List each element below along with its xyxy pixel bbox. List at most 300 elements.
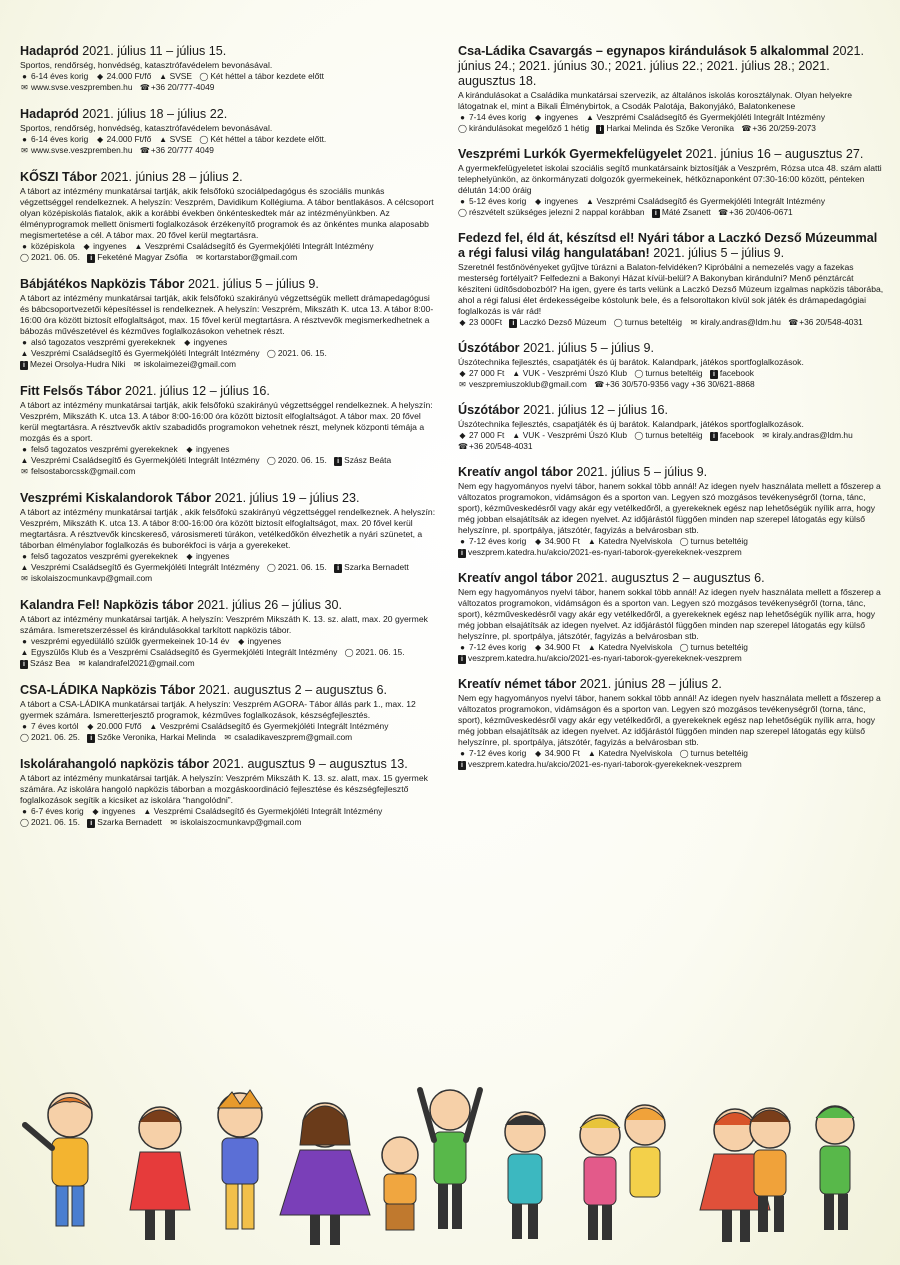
envelope-icon: ✉	[133, 360, 141, 369]
meta-text: ingyenes	[195, 551, 230, 561]
tag-icon: ◆	[97, 135, 104, 144]
tag-icon: ◆	[186, 552, 193, 561]
meta-text: Veszprémi Családsegítő és Gyermekjóléti Integrált Intézmény	[159, 721, 389, 731]
meta-item-deadline	[680, 536, 748, 546]
meta-text: turnus beteltéig	[624, 317, 683, 327]
clock-icon: ◯	[199, 135, 209, 144]
camp-name: Csa-Ládika Csavargás – egynapos kirándulások 5 alkalommal	[458, 44, 829, 58]
camp-description: A tábort az intézmény munkatársai tartják. A helyszín: Veszprém Mikszáth K. 13. sz. alatt, max. 20 gyermek számára. Ismeretszerzéssel és kirándulásokkal tarkított napközis tábor.	[20, 614, 428, 635]
camp-title	[458, 465, 886, 480]
meta-item-org	[20, 455, 260, 465]
meta-item-deadline	[680, 748, 748, 758]
info-icon: i	[334, 457, 342, 466]
meta-text: 24.000 Ft/fő	[106, 71, 152, 81]
meta-item-org	[512, 368, 627, 378]
meta-item-price	[534, 196, 579, 206]
meta-item-deadline	[199, 134, 326, 144]
info-icon: i	[87, 734, 95, 743]
meta-text: felső tagozatos veszprémi gyerekeknek	[31, 444, 178, 454]
meta-item-web[interactable]	[77, 658, 194, 668]
meta-item-deadline	[345, 647, 405, 657]
meta-text: felső tagozatos veszprémi gyerekeknek	[31, 551, 178, 561]
camp-dates: 2021. július 12 – július 16.	[124, 384, 270, 398]
meta-text: 34.900 Ft	[544, 642, 580, 652]
meta-item-web[interactable]	[133, 359, 236, 369]
camp-entry	[20, 384, 438, 477]
meta-text: Veszprémi Családsegítő és Gyermekjóléti Integrált Intézmény	[596, 196, 826, 206]
camp-entry	[458, 44, 886, 134]
person-icon: ●	[460, 113, 465, 122]
meta-item-price	[183, 337, 228, 347]
meta-item-web[interactable]	[689, 317, 781, 327]
meta-text: Szász Beáta	[344, 455, 392, 465]
meta-text: ingyenes	[195, 444, 230, 454]
meta-text: ingyenes	[247, 636, 282, 646]
camp-title	[20, 277, 438, 292]
meta-item-contact	[509, 317, 606, 327]
meta-item-org	[20, 562, 260, 572]
person-icon: ●	[22, 445, 27, 454]
meta-item-age	[458, 748, 526, 758]
camp-dates: 2021. augusztus 2 – augusztus 6.	[576, 571, 765, 585]
camp-meta	[458, 368, 886, 390]
house-icon: ▲	[159, 72, 168, 81]
envelope-icon: ✉	[21, 467, 28, 476]
envelope-icon: ✉	[762, 431, 770, 440]
meta-text: 23 000Ft	[469, 317, 503, 327]
meta-item-price	[96, 134, 152, 144]
meta-text: SVSE	[169, 134, 192, 144]
meta-text: 34.900 Ft	[544, 536, 580, 546]
meta-text: 34.900 Ft	[544, 748, 580, 758]
kid-figure-3	[218, 1090, 262, 1229]
meta-item-contact	[710, 430, 754, 440]
meta-text: Két héttel a tábor kezdete előtt	[210, 71, 324, 81]
meta-text: Laczkó Dezső Múzeum	[519, 317, 607, 327]
camp-entry	[458, 465, 886, 558]
person-icon: ●	[460, 197, 465, 206]
meta-item-phone[interactable]	[788, 317, 863, 327]
meta-text: veszprem.katedra.hu/akcio/2021-es-nyari-taborok-gyerekeknek-veszprem	[468, 547, 742, 557]
meta-item-contact	[20, 359, 125, 369]
camp-dates: 2021. július 11 – július 15.	[82, 44, 227, 58]
kid-figure-5	[382, 1137, 418, 1230]
meta-item-web[interactable]	[20, 573, 152, 583]
camp-title	[20, 44, 438, 59]
meta-item-age	[20, 337, 175, 347]
camp-entry	[20, 170, 438, 263]
phone-icon: ☎	[788, 318, 799, 327]
camp-meta	[458, 430, 886, 452]
camp-meta	[20, 636, 438, 669]
meta-text: +36 20/777 4049	[150, 145, 214, 155]
meta-item-price	[86, 721, 142, 731]
meta-item-age	[20, 444, 178, 454]
camp-dates: 2021. augusztus 9 – augusztus 13.	[212, 757, 408, 771]
meta-text: www.svse.veszpremben.hu	[31, 145, 133, 155]
meta-item-org	[134, 241, 374, 251]
meta-text: Veszprémi Családsegítő és Gyermekjóléti Integrált Intézmény	[144, 241, 374, 251]
house-icon: ▲	[134, 242, 143, 251]
meta-text: 2021. 06. 05.	[31, 252, 80, 262]
meta-text: 5-12 éves korig	[469, 196, 527, 206]
camp-entry	[20, 683, 438, 743]
camp-meta	[20, 337, 438, 370]
phone-icon: ☎	[741, 124, 752, 133]
tag-icon: ◆	[535, 197, 542, 206]
clock-icon: ◯	[20, 818, 29, 827]
meta-text: ingyenes	[101, 806, 136, 816]
camp-description: Nem egy hagyományos nyelvi tábor, hanem sokkal több annál! Az idegen nyelv használata mellett a főszerep a változatos programokon, vidámságon és a sporton van. Legyen szó mozgásos tevékenységről (torna, tánc, sport), kézműveskedésről vagy akár egy vetélkedőről, a gyerekeknek egész nap lehetőségük nyílik arra, hogy még jobban elsajátítsák az idegen nyelvet. Az időjárástól függően minden nap szerepel látogatás egy külső helyszínre, pl. sportpálya, játszótér, fagyizás a belvárosban stb.	[458, 587, 881, 641]
camp-description: Sportos, rendőrség, honvédség, katasztrófavédelem bevonásával.	[20, 60, 273, 70]
clock-icon: ◯	[679, 537, 689, 546]
camp-dates: 2021. július 5 – július 9.	[653, 246, 785, 260]
meta-text: 6-7 éves korig	[31, 806, 84, 816]
house-icon: ▲	[585, 197, 594, 206]
tag-icon: ◆	[97, 72, 104, 81]
house-icon: ▲	[20, 563, 29, 572]
meta-text: Szőke Veronika, Harkai Melinda	[97, 732, 216, 742]
camp-meta	[20, 551, 438, 584]
envelope-icon: ✉	[224, 733, 232, 742]
camp-dates: 2021. június 16 – augusztus 27.	[685, 147, 864, 161]
meta-item-contact	[596, 123, 734, 133]
house-icon: ▲	[512, 369, 521, 378]
meta-text: Veszprémi Családsegítő és Gyermekjóléti Integrált Intézmény	[596, 112, 826, 122]
meta-text: turnus beteltéig	[690, 642, 748, 652]
camp-meta	[458, 642, 886, 664]
camp-name: CSA-LÁDIKA Napközis Tábor	[20, 683, 196, 697]
meta-item-price	[237, 636, 282, 646]
meta-item-price	[91, 806, 136, 816]
tag-icon: ◆	[535, 113, 542, 122]
meta-item-price	[458, 317, 502, 327]
phone-icon: ☎	[718, 208, 729, 217]
meta-item-phone[interactable]	[140, 82, 215, 92]
tag-icon: ◆	[459, 431, 466, 440]
meta-text: Veszprémi Családsegítő és Gyermekjóléti Integrált Intézmény	[153, 806, 383, 816]
meta-item-price	[534, 536, 580, 546]
tag-icon: ◆	[238, 637, 245, 646]
camp-dates: 2021. augusztus 2 – augusztus 6.	[198, 683, 387, 697]
left-column	[20, 44, 438, 842]
camp-dates: 2021. július 5 – július 9.	[576, 465, 708, 479]
clock-icon: ◯	[634, 431, 644, 440]
meta-text: +36 20/777-4049	[150, 82, 215, 92]
meta-text: turnus beteltéig	[690, 748, 748, 758]
camp-description: A tábort a CSA-LÁDIKA munkatársai tartják. A helyszín: Veszprém AGORA- Tábor állás park 1., max. 12 gyermek számára. Ismeretterjesztő programok, kézműves foglalkozások, készségfejlesztés.	[20, 699, 416, 720]
camp-description: A tábort az intézmény munkatársai tartják , akik felsőfokú szakirányú végzettséggel rendelkeznek. A helyszín: Veszprém, Mikszáth K. utca 13. A tábor 8:00-16:00 óra között biztosít elfoglaltságot, max. 20 fővel kerül megtartásra. A résztvevők kincskereső, városismereti túrákon, vetélkedőkön élvezhetik a nyári szünetet, a táborban élménylabor foglalkozás és buborékfoci is várja a gyerekeket.	[20, 507, 436, 550]
info-icon: i	[710, 370, 718, 379]
meta-text: Veszprémi Családsegítő és Gyermekjóléti Integrált Intézmény	[31, 562, 260, 572]
meta-text: Szarka Bernadett	[97, 817, 162, 827]
kid-figure-7	[505, 1112, 545, 1239]
camp-title	[20, 107, 438, 122]
meta-item-age	[20, 134, 88, 144]
meta-text: 2021. 06. 15.	[355, 647, 405, 657]
meta-text: kalandrafel2021@gmail.com	[88, 658, 195, 668]
meta-text: +36 20/548-4031	[799, 317, 863, 327]
tag-icon: ◆	[535, 537, 542, 546]
meta-text: kiraly.andras@ldm.hu	[700, 317, 781, 327]
meta-text: 27 000 Ft	[469, 368, 505, 378]
clock-icon: ◯	[20, 253, 29, 262]
meta-item-phone[interactable]	[741, 123, 816, 133]
meta-text: Máté Zsanett	[661, 207, 711, 217]
meta-item-contact	[710, 368, 754, 378]
meta-item-age	[458, 112, 526, 122]
info-icon: i	[20, 361, 28, 370]
envelope-icon: ✉	[21, 146, 28, 155]
info-icon: i	[458, 549, 466, 558]
camp-name: Fedezd fel, éld át, készítsd el! Nyári tábor a Laczkó Dezső Múzeummal a régi falusi világ hangulatában!	[458, 231, 878, 260]
phone-icon: ☎	[594, 380, 605, 389]
meta-item-web[interactable]	[20, 145, 132, 155]
meta-text: kiraly.andras@ldm.hu	[772, 430, 853, 440]
person-icon: ●	[22, 135, 27, 144]
info-icon: i	[652, 209, 660, 218]
meta-item-phone[interactable]	[718, 207, 793, 217]
meta-text: felsostaborcssk@gmail.com	[31, 466, 136, 476]
camp-meta	[458, 748, 886, 770]
tag-icon: ◆	[186, 445, 193, 454]
tag-icon: ◆	[184, 338, 191, 347]
meta-item-web[interactable]	[20, 466, 135, 476]
meta-item-phone[interactable]	[140, 145, 214, 155]
meta-text: 6-14 éves korig	[31, 71, 89, 81]
meta-item-org	[143, 806, 383, 816]
kids-illustration	[0, 1070, 900, 1265]
meta-text: Feketéné Magyar Zsófia	[97, 252, 188, 262]
meta-text: kortarstabor@gmail.com	[205, 252, 298, 262]
meta-item-deadline	[458, 207, 645, 217]
meta-item-contact	[458, 547, 742, 557]
tag-icon: ◆	[92, 807, 99, 816]
house-icon: ▲	[20, 648, 29, 657]
meta-text: 2021. 06. 15.	[277, 562, 327, 572]
meta-item-deadline	[267, 562, 327, 572]
tag-icon: ◆	[459, 318, 466, 327]
clock-icon: ◯	[634, 369, 644, 378]
meta-item-deadline	[634, 368, 702, 378]
meta-item-web[interactable]	[169, 817, 301, 827]
house-icon: ▲	[149, 722, 158, 731]
meta-text: 2021. 06. 15.	[31, 817, 80, 827]
meta-item-contact	[334, 562, 409, 572]
camp-dates: 2021. június 24.; 2021. június 30.; 2021. július 22.; 2021. július 28.; 2021. augusztus 18.	[458, 44, 865, 88]
camp-entry	[20, 491, 438, 584]
camp-meta	[458, 536, 886, 558]
camp-title	[20, 491, 438, 506]
meta-item-deadline	[20, 817, 80, 827]
camp-name: Kreatív német tábor	[458, 677, 577, 691]
clock-icon: ◯	[20, 733, 29, 742]
camp-name: KŐSZI Tábor	[20, 170, 97, 184]
camp-name: Hadapród	[20, 107, 79, 121]
meta-text: +36 20/548-4031	[469, 441, 533, 451]
meta-text: turnus beteltéig	[690, 536, 748, 546]
house-icon: ▲	[20, 456, 29, 465]
clock-icon: ◯	[679, 643, 689, 652]
meta-item-web[interactable]	[20, 82, 132, 92]
camp-entry	[458, 677, 886, 770]
meta-item-web[interactable]	[223, 732, 352, 742]
camp-meta	[458, 196, 886, 218]
meta-text: Egyszülős Klub és a Veszprémi Családsegítő és Gyermekjóléti Integrált Intézmény	[31, 647, 338, 657]
info-icon: i	[710, 432, 718, 441]
info-icon: i	[458, 655, 466, 664]
meta-item-org	[159, 134, 192, 144]
meta-item-web[interactable]	[195, 252, 297, 262]
meta-item-org	[587, 536, 672, 546]
meta-text: ingyenes	[544, 112, 579, 122]
meta-item-deadline	[614, 317, 682, 327]
clock-icon: ◯	[266, 563, 276, 572]
meta-item-web[interactable]	[761, 430, 853, 440]
meta-text: 27 000 Ft	[469, 430, 505, 440]
camp-title	[20, 170, 438, 185]
camp-meta	[458, 112, 886, 134]
camp-entry	[458, 571, 886, 664]
meta-text: Harkai Melinda és Szőke Veronika	[606, 123, 735, 133]
house-icon: ▲	[159, 135, 168, 144]
meta-item-deadline	[20, 252, 80, 262]
kid-figure-4	[280, 1103, 370, 1245]
meta-text: www.svse.veszpremben.hu	[31, 82, 133, 92]
house-icon: ▲	[512, 431, 521, 440]
meta-text: +36 30/570-9356 vagy +36 30/621-8868	[605, 379, 755, 389]
meta-item-deadline	[634, 430, 702, 440]
meta-text: SVSE	[169, 71, 192, 81]
person-icon: ●	[460, 643, 465, 652]
meta-item-deadline	[20, 732, 80, 742]
meta-item-contact	[20, 658, 70, 668]
house-icon: ▲	[587, 537, 596, 546]
meta-text: iskolaimezei@gmail.com	[143, 359, 237, 369]
kid-figure-12	[816, 1106, 854, 1230]
camp-title	[458, 231, 886, 261]
camp-name: Fitt Felsős Tábor	[20, 384, 122, 398]
meta-text: 7 éves kortól	[31, 721, 79, 731]
tag-icon: ◆	[87, 722, 94, 731]
camp-entry	[20, 277, 438, 370]
clock-icon: ◯	[266, 349, 276, 358]
tag-icon: ◆	[535, 643, 542, 652]
meta-item-web[interactable]	[458, 379, 587, 389]
camp-title	[458, 147, 886, 162]
person-icon: ●	[22, 552, 27, 561]
meta-item-contact	[87, 252, 187, 262]
tag-icon: ◆	[459, 369, 466, 378]
meta-item-price	[82, 241, 127, 251]
camp-title	[458, 341, 886, 356]
envelope-icon: ✉	[459, 380, 466, 389]
camp-title	[20, 757, 438, 772]
meta-text: ingyenes	[93, 241, 127, 251]
meta-text: facebook	[719, 368, 754, 378]
meta-item-price	[458, 430, 504, 440]
meta-item-org	[587, 642, 672, 652]
camp-description: A gyermekfelügyeletet iskolai szociális segítő munkatársaink biztosítják a Veszprém, Rózsa utca 48. szám alatti telephelyünkön, az önkormányzati dolgozók gyermekeinek, hétköznaponként 07:30-16:00 között, pénteken délután 14:00 óráig	[458, 163, 882, 195]
camp-name: Bábjátékos Napközis Tábor	[20, 277, 185, 291]
info-icon: i	[20, 660, 28, 669]
camp-title	[458, 571, 886, 586]
camp-dates: 2021. július 26 – július 30.	[197, 598, 342, 612]
meta-item-contact	[87, 732, 216, 742]
meta-text: 24.000 Ft/fő	[106, 134, 152, 144]
camp-meta	[20, 806, 438, 828]
meta-item-deadline	[199, 71, 324, 81]
meta-item-phone[interactable]	[458, 441, 533, 451]
envelope-icon: ✉	[21, 83, 28, 92]
house-icon: ▲	[585, 113, 594, 122]
meta-item-contact	[334, 455, 391, 465]
meta-item-org	[20, 647, 337, 657]
meta-item-contact	[87, 817, 162, 827]
meta-item-org	[585, 112, 825, 122]
info-icon: i	[458, 761, 466, 770]
camp-name: Veszprémi Lurkók Gyermekfelügyelet	[458, 147, 682, 161]
tag-icon: ◆	[535, 749, 542, 758]
right-column	[458, 44, 886, 783]
meta-item-price	[185, 444, 230, 454]
meta-item-org	[587, 748, 672, 758]
phone-icon: ☎	[458, 442, 468, 451]
kid-figure-1	[25, 1093, 92, 1226]
meta-text: 7-12 éves korig	[469, 748, 527, 758]
meta-item-phone[interactable]	[594, 379, 754, 389]
camp-name: Kreatív angol tábor	[458, 571, 573, 585]
house-icon: ▲	[20, 349, 29, 358]
camp-entry	[458, 147, 886, 218]
meta-item-contact	[652, 207, 711, 217]
camp-entry	[20, 107, 438, 156]
meta-text: alsó tagozatos veszprémi gyerekeknek	[31, 337, 176, 347]
phone-icon: ☎	[139, 146, 150, 155]
camp-description: A tábort az intézmény munkatársai tartják. A helyszín: Veszprém Mikszáth K. 13. sz. alatt, max. 15 gyermek számára. Az iskolára hangoló napközis táborban a mozgáskoordináció fejlesztése és készségfejlesztő foglalkozások segítik a kicsiket az iskolára “hangolódni”.	[20, 773, 428, 805]
camp-entry	[20, 44, 438, 93]
person-icon: ●	[22, 722, 27, 731]
meta-text: VUK - Veszprémi Úszó Klub	[522, 430, 627, 440]
clock-icon: ◯	[199, 72, 209, 81]
person-icon: ●	[460, 749, 465, 758]
camp-meta	[20, 71, 438, 93]
house-icon: ▲	[143, 807, 152, 816]
camp-meta	[20, 134, 438, 156]
meta-text: Szarka Bernadett	[344, 562, 409, 572]
house-icon: ▲	[587, 749, 596, 758]
meta-item-age	[20, 241, 75, 251]
kid-figure-2	[130, 1107, 190, 1240]
clock-icon: ◯	[458, 124, 467, 133]
camp-title	[20, 384, 438, 399]
meta-item-age	[20, 806, 84, 816]
tag-icon: ◆	[83, 242, 90, 251]
meta-text: +36 20/406-0671	[729, 207, 793, 217]
clock-icon: ◯	[613, 318, 623, 327]
camp-description: Nem egy hagyományos nyelvi tábor, hanem sokkal több annál! Az idegen nyelv használata mellett a főszerep a változatos programokon, vidámságon és a sporton van. Legyen szó mozgásos tevékenységről (torna, tánc, sport), kézműveskedésről vagy akár egy vetélkedőről, a gyerekeknek egész nap lehetőségük nyílik arra, hogy még jobban elsajátítsák az idegen nyelvet. Az időjárástól függően minden nap szerepel látogatás egy külső helyszínre, pl. sportpálya, játszótér, fagyizás a belvárosban stb.	[458, 481, 881, 535]
camp-title	[20, 598, 438, 613]
meta-text: 7-12 éves korig	[469, 536, 527, 546]
meta-item-price	[96, 71, 152, 81]
camp-description: Úszótechnika fejlesztés, csapatjáték és új barátok. Kalandpark, játékos sportfoglalkozások.	[458, 357, 804, 367]
meta-item-deadline	[458, 123, 589, 133]
meta-text: részvételt szükséges jelezni 2 nappal korábban	[469, 207, 645, 217]
camp-title	[458, 44, 886, 89]
info-icon: i	[509, 319, 517, 328]
meta-text: kirándulásokat megelőző 1 hétig	[469, 123, 590, 133]
meta-item-age	[20, 721, 78, 731]
